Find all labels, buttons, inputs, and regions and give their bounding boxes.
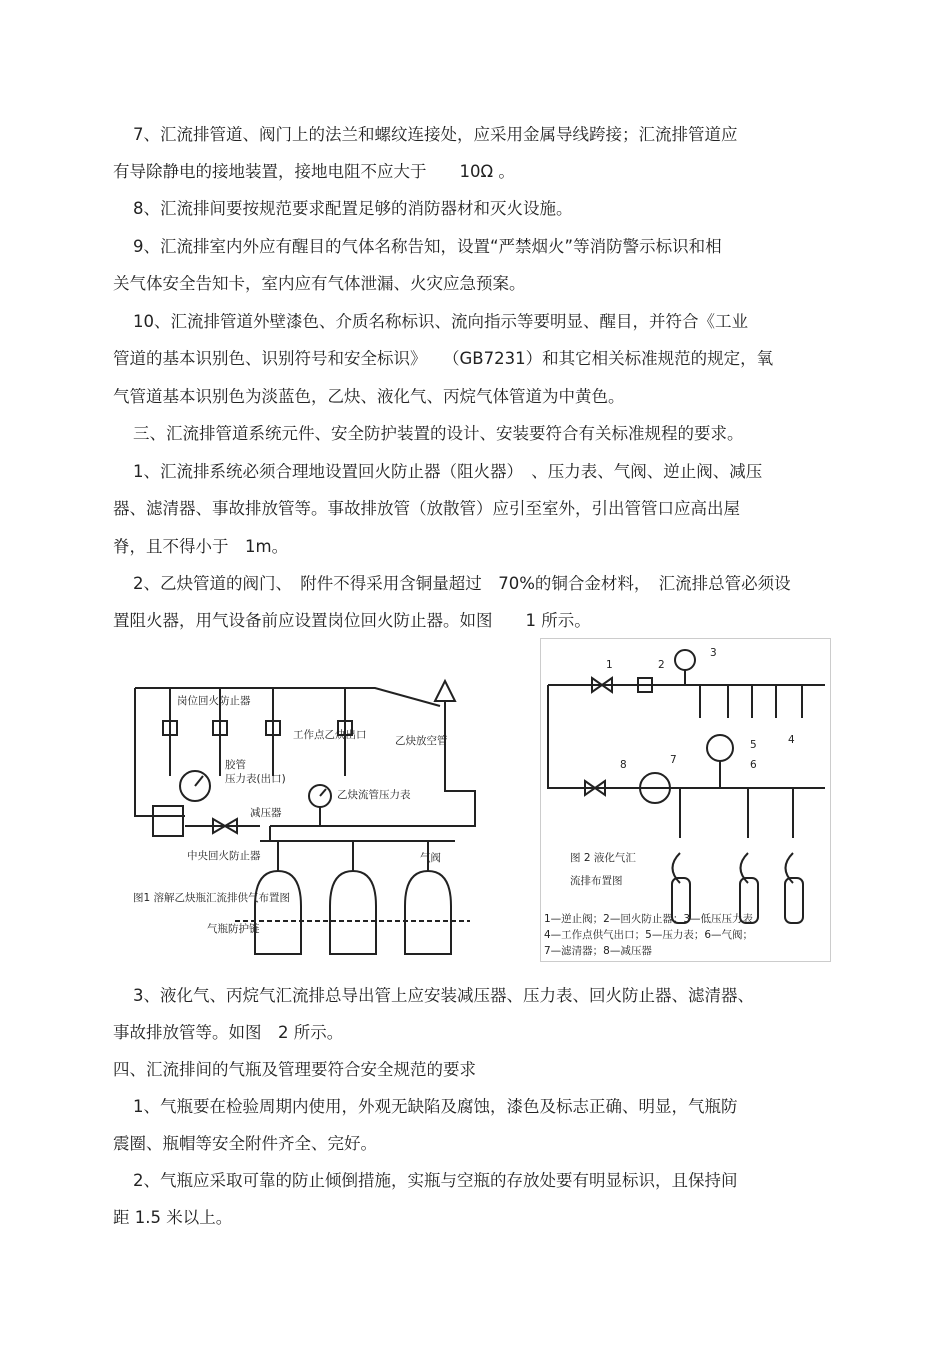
fig2-num-3: 3 <box>710 647 717 659</box>
para-10-line2: 管道的基本识别色、识别符号和安全标识》 （GB7231）和其它相关标准规范的规定，氧 <box>113 349 774 368</box>
para-7-line1: 7、汇流排管道、阀门上的法兰和螺纹连接处，应采用金属导线跨接；汇流排管道应 <box>133 125 738 144</box>
label-hose: 胶管 <box>225 759 246 771</box>
para-10-line1: 10、汇流排管道外壁漆色、介质名称标识、流向指示等要明显、醒目，并符合《工业 <box>133 312 748 331</box>
fig2-num-5: 5 <box>750 739 757 751</box>
para-s4-2-line1: 2、气瓶应采取可靠的防止倾倒措施，实瓶与空瓶的存放处要有明显标识，且保持间 <box>133 1171 738 1190</box>
figure-1-caption: 图1 溶解乙炔瓶汇流排供气布置图 <box>133 892 291 904</box>
para-9-line2: 关气体安全告知卡，室内应有气体泄漏、火灾应急预案。 <box>113 274 526 293</box>
para-s3-1-line1: 1、汇流排系统必须合理地设置回火防止器（阻火器） 、压力表、气阀、逆止阀、减压 <box>133 462 763 481</box>
para-s4-1-line2: 震圈、瓶帽等安全附件齐全、完好。 <box>113 1134 377 1153</box>
fig2-num-7: 7 <box>670 754 677 766</box>
section-4-heading: 四、汇流排间的气瓶及管理要符合安全规范的要求 <box>113 1060 476 1079</box>
label-workpoint: 工作点乙炔出口 <box>293 729 367 741</box>
label-central-flashback: 中央回火防止器 <box>187 850 261 862</box>
figure-2-legend-2: 4—工作点供气出口；5—压力表；6—气阀； <box>544 929 754 941</box>
section-3-heading: 三、汇流排管道系统元件、安全防护装置的设计、安装要符合有关标准规程的要求。 <box>133 424 744 443</box>
figure-2-legend-1: 1—逆止阀；2—回火防止器；3—低压压力表 <box>544 913 754 925</box>
label-vent: 乙炔放空管 <box>395 735 448 747</box>
para-s3-1-line3: 脊，且不得小于 1m。 <box>113 537 289 556</box>
figure-2-legend-3: 7—滤清器；8—减压器 <box>544 945 652 957</box>
figure-1-acetylene-manifold <box>125 676 487 962</box>
figure-2-caption-line2: 流排布置图 <box>570 875 623 887</box>
para-9-line1: 9、汇流排室内外应有醒目的气体名称告知，设置“严禁烟火”等消防警示标识和相 <box>133 237 722 256</box>
para-8-line1: 8、汇流排间要按规范要求配置足够的消防器材和灭火设施。 <box>133 199 573 218</box>
label-manifold-gauge: 乙炔流管压力表 <box>337 789 411 801</box>
para-s3-2-line1: 2、乙炔管道的阀门、 附件不得采用含铜量超过 70%的铜合金材料， 汇流排总管必须设 <box>133 574 791 593</box>
label-pressure-out: 压力表(出口) <box>225 773 286 785</box>
para-s3-3-line2: 事故排放管等。如图 2 所示。 <box>113 1023 344 1042</box>
fig2-num-2: 2 <box>658 659 665 671</box>
label-gas-valve: 气阀 <box>420 852 441 864</box>
fig2-num-8: 8 <box>620 759 627 771</box>
figure-2-caption-line1: 图 2 液化气汇 <box>570 852 636 864</box>
label-chain: 气瓶防护链 <box>207 923 260 935</box>
para-s4-2-line2: 距 1.5 米以上。 <box>113 1208 233 1227</box>
fig2-num-4: 4 <box>788 734 795 746</box>
fig2-num-1: 1 <box>606 659 613 671</box>
figure-2-lpg-manifold <box>540 638 831 962</box>
fig2-num-6: 6 <box>750 759 757 771</box>
para-s3-3-line1: 3、液化气、丙烷气汇流排总导出管上应安装减压器、压力表、回火防止器、滤清器、 <box>133 986 754 1005</box>
para-s3-2-line2: 置阻火器，用气设备前应设置岗位回火防止器。如图 1 所示。 <box>113 611 591 630</box>
para-s3-1-line2: 器、滤清器、事故排放管等。事故排放管（放散管）应引至室外，引出管管口应高出屋 <box>113 499 740 518</box>
para-s4-1-line1: 1、气瓶要在检验周期内使用，外观无缺陷及腐蚀，漆色及标志正确、明显，气瓶防 <box>133 1097 738 1116</box>
para-7-line2: 有导除静电的接地装置，接地电阻不应大于 10Ω 。 <box>113 162 515 181</box>
para-10-line3: 气管道基本识别色为淡蓝色，乙炔、液化气、丙烷气体管道为中黄色。 <box>113 387 625 406</box>
label-reducer: 减压器 <box>250 807 282 819</box>
label-post-flashback: 岗位回火防止器 <box>177 695 251 707</box>
